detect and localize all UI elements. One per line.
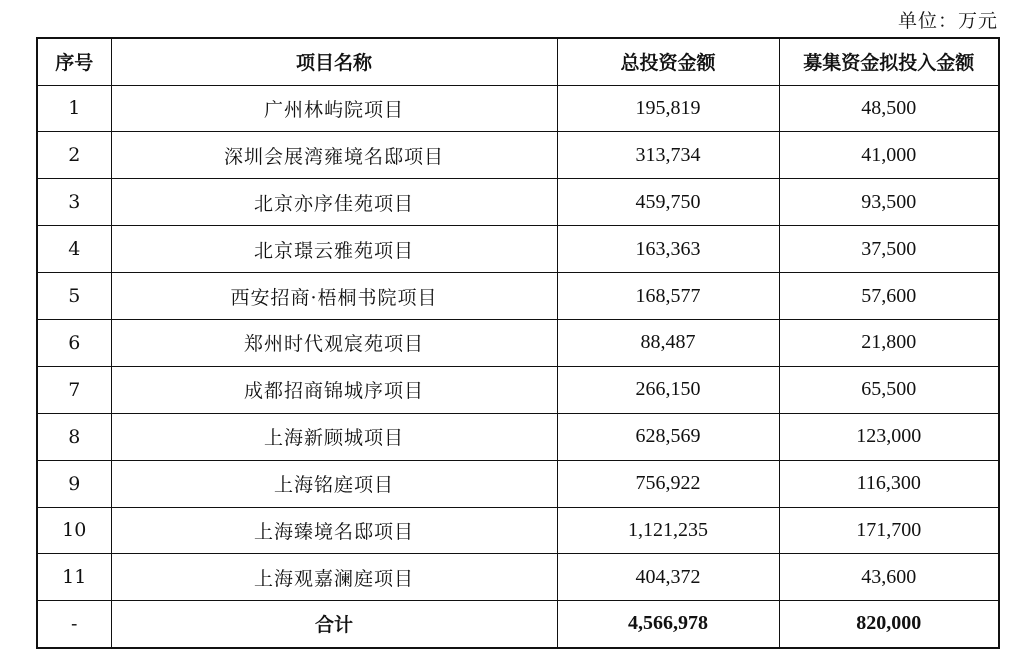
- cell-project-name: 上海臻境名邸项目: [111, 507, 557, 554]
- cell-total-investment: 313,734: [557, 132, 779, 179]
- cell-project-name: 西安招商·梧桐书院项目: [111, 273, 557, 320]
- cell-total-investment: 266,150: [557, 366, 779, 413]
- cell-total-investment: 195,819: [557, 85, 779, 132]
- table-row: [37, 366, 999, 413]
- cell-raised-funds: 116,300: [779, 460, 999, 507]
- cell-serial-number: 9: [37, 460, 111, 507]
- cell-project-name: 上海铭庭项目: [111, 460, 557, 507]
- cell-total-investment: 88,487: [557, 319, 779, 366]
- cell-total-investment-sum: 4,566,978: [557, 601, 779, 648]
- cell-raised-funds-sum: 820,000: [779, 601, 999, 648]
- cell-project-name: 深圳会展湾雍境名邸项目: [111, 132, 557, 179]
- cell-project-name: 上海新顾城项目: [111, 413, 557, 460]
- table-row: [37, 85, 999, 132]
- cell-raised-funds: 57,600: [779, 273, 999, 320]
- cell-raised-funds: 123,000: [779, 413, 999, 460]
- cell-serial-number: 6: [37, 319, 111, 366]
- header-total-investment: 总投资金额: [557, 38, 779, 85]
- table-row: [37, 226, 999, 273]
- cell-project-name: 北京亦序佳苑项目: [111, 179, 557, 226]
- cell-total-investment: 628,569: [557, 413, 779, 460]
- cell-raised-funds: 37,500: [779, 226, 999, 273]
- table-header-row: [37, 38, 999, 85]
- cell-raised-funds: 48,500: [779, 85, 999, 132]
- cell-project-name: 上海观嘉澜庭项目: [111, 554, 557, 601]
- table-row: [37, 179, 999, 226]
- cell-total-investment: 168,577: [557, 273, 779, 320]
- cell-serial-number: 4: [37, 226, 111, 273]
- table-row: [37, 413, 999, 460]
- header-serial-number: 序号: [37, 38, 111, 85]
- cell-raised-funds: 93,500: [779, 179, 999, 226]
- header-raised-funds: 募集资金拟投入金额: [779, 38, 999, 85]
- table-total-row: [37, 601, 999, 648]
- cell-total-investment: 163,363: [557, 226, 779, 273]
- cell-serial-number: 10: [37, 507, 111, 554]
- cell-total-serial: -: [37, 601, 111, 648]
- cell-serial-number: 1: [37, 85, 111, 132]
- cell-total-investment: 459,750: [557, 179, 779, 226]
- table-row: [37, 507, 999, 554]
- investment-table: [36, 37, 1000, 649]
- cell-total-investment: 756,922: [557, 460, 779, 507]
- unit-label: 单位：万元: [897, 10, 998, 32]
- header-project-name: 项目名称: [111, 38, 557, 85]
- table-row: [37, 460, 999, 507]
- table-row: [37, 273, 999, 320]
- cell-raised-funds: 21,800: [779, 319, 999, 366]
- cell-serial-number: 5: [37, 273, 111, 320]
- cell-serial-number: 11: [37, 554, 111, 601]
- cell-raised-funds: 43,600: [779, 554, 999, 601]
- cell-raised-funds: 65,500: [779, 366, 999, 413]
- cell-serial-number: 8: [37, 413, 111, 460]
- table-row: [37, 319, 999, 366]
- cell-project-name: 郑州时代观宸苑项目: [111, 319, 557, 366]
- cell-serial-number: 7: [37, 366, 111, 413]
- cell-total-investment: 404,372: [557, 554, 779, 601]
- cell-serial-number: 2: [37, 132, 111, 179]
- cell-raised-funds: 171,700: [779, 507, 999, 554]
- cell-serial-number: 3: [37, 179, 111, 226]
- cell-raised-funds: 41,000: [779, 132, 999, 179]
- cell-project-name: 北京璟云雅苑项目: [111, 226, 557, 273]
- cell-project-name: 广州林屿院项目: [111, 85, 557, 132]
- cell-total-label: 合计: [111, 601, 557, 648]
- cell-total-investment: 1,121,235: [557, 507, 779, 554]
- table-row: [37, 554, 999, 601]
- table-row: [37, 132, 999, 179]
- cell-project-name: 成都招商锦城序项目: [111, 366, 557, 413]
